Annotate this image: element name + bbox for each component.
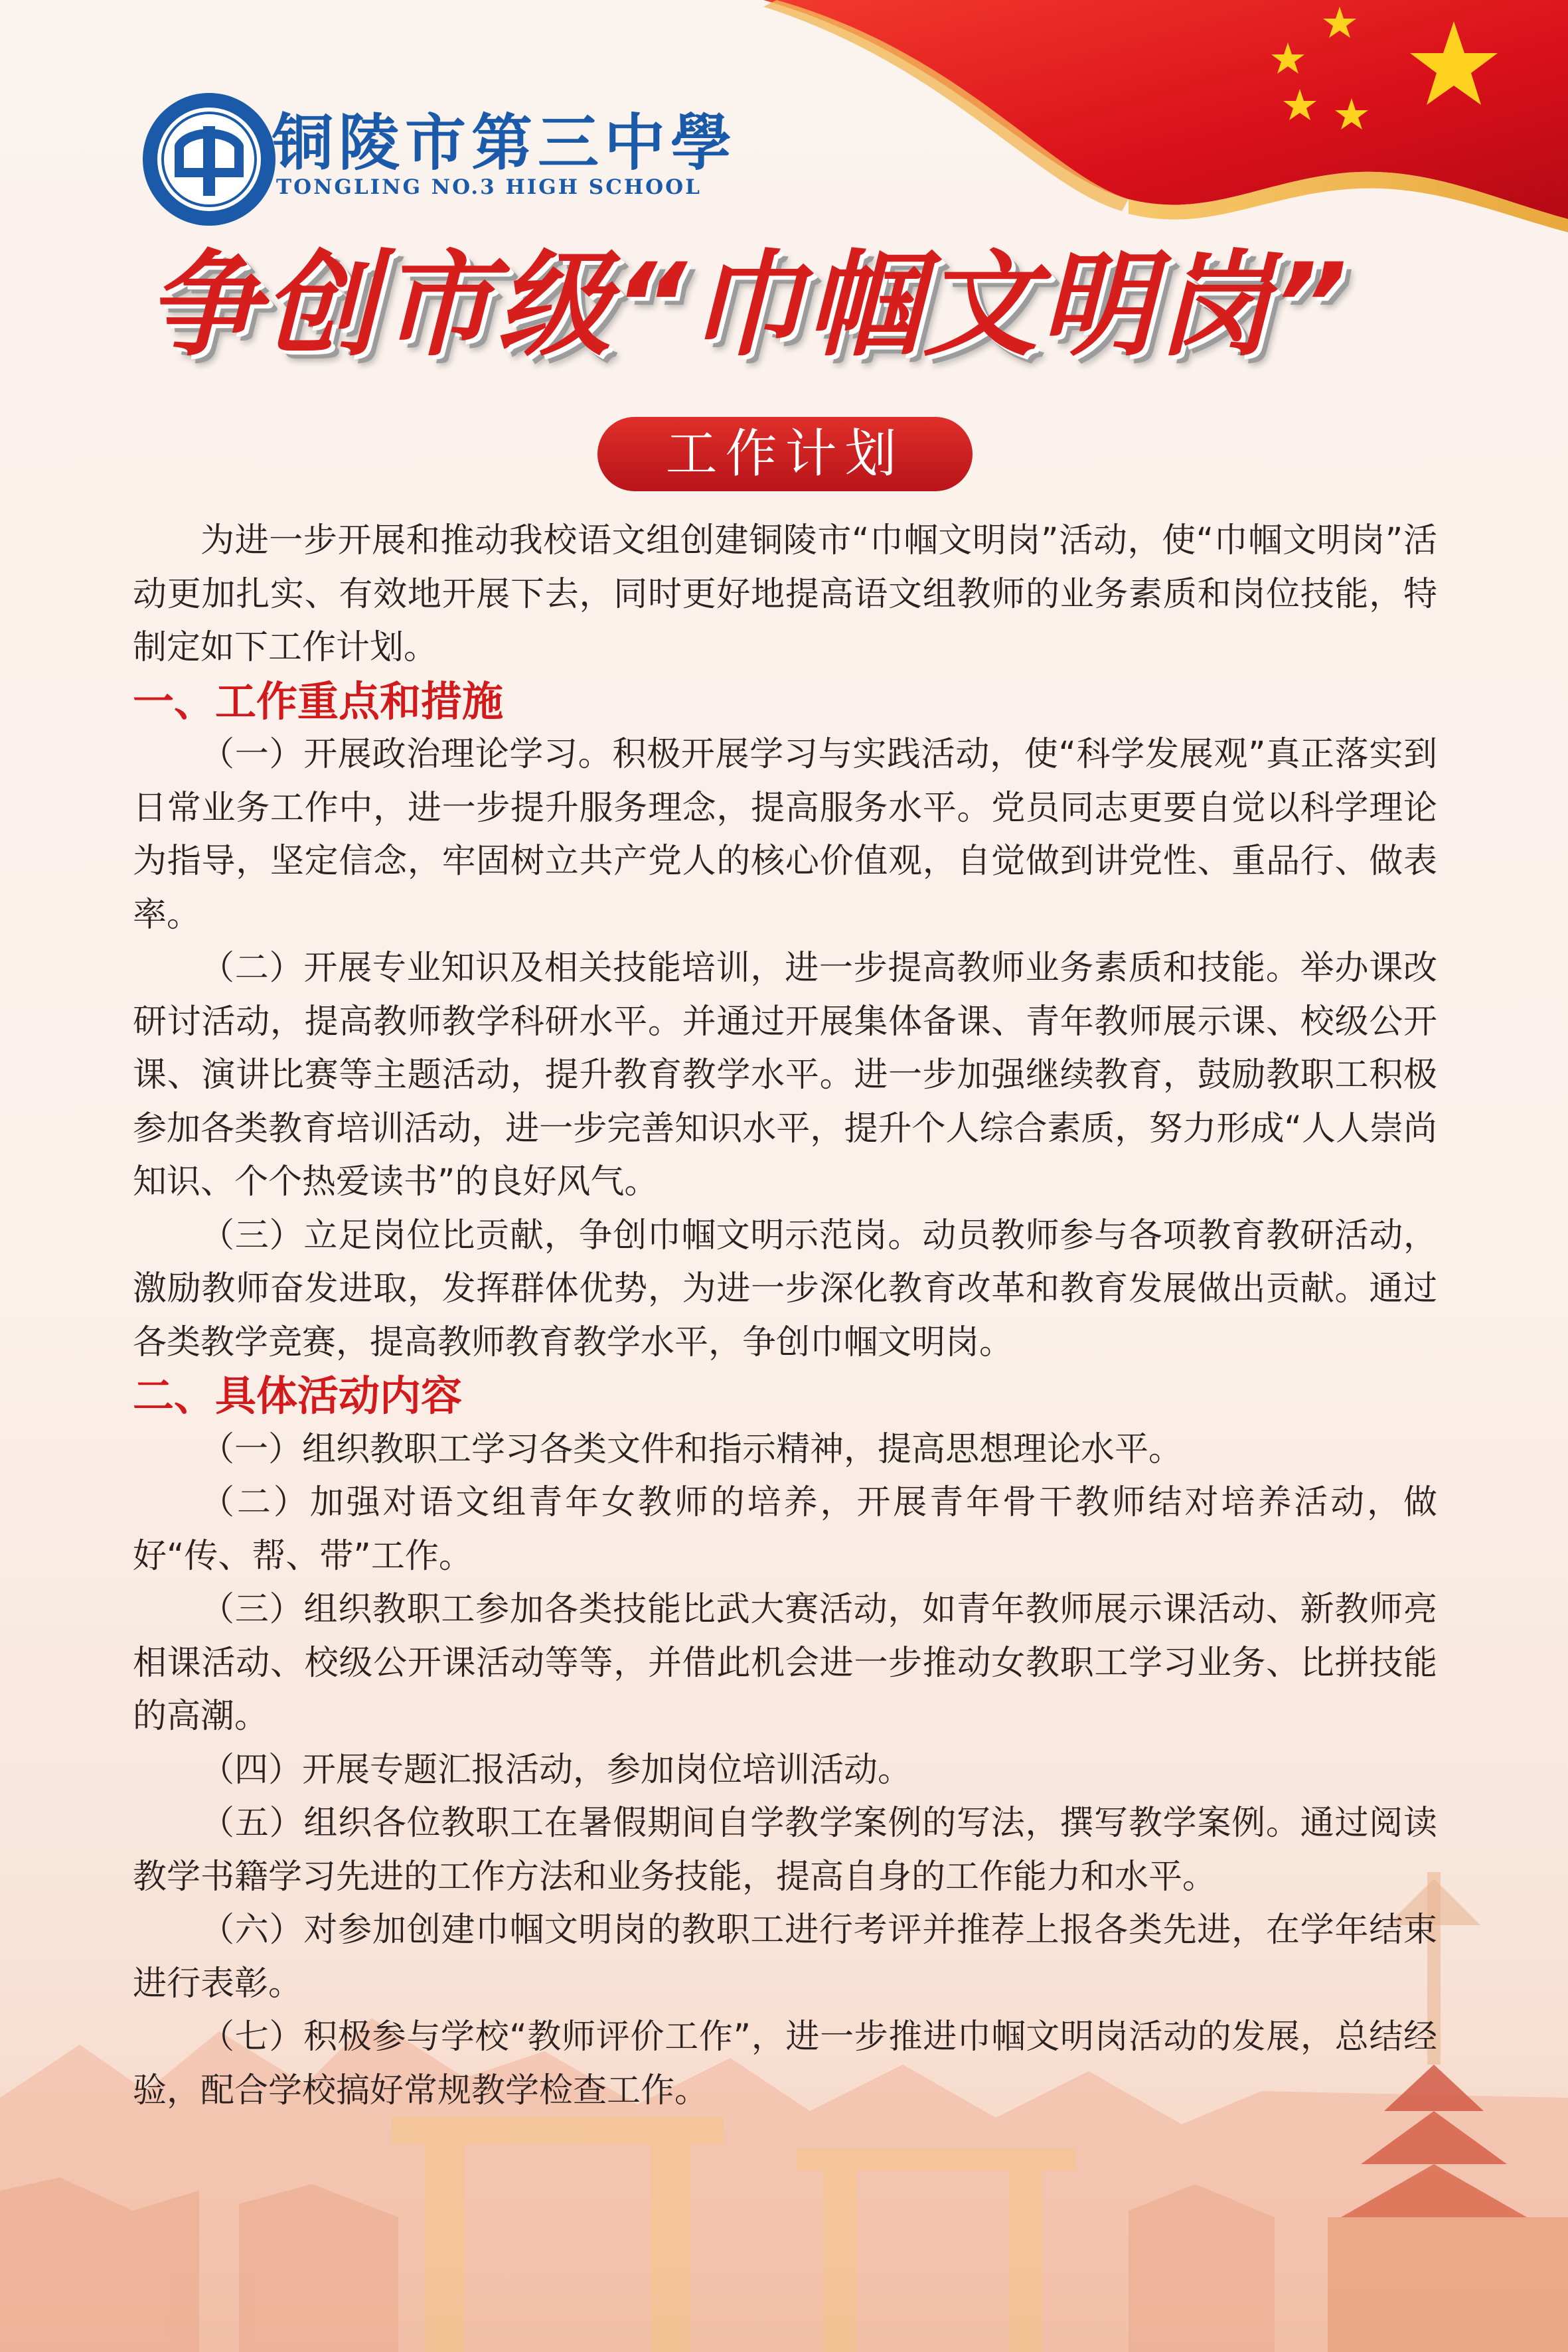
section-item: （二）开展专业知识及相关技能培训，进一步提高教师业务素质和技能。举办课改研讨活动，提高教师教学科研水平。并通过开展集体备课、青年教师展示课、校级公开课、演讲比赛等主题活动，提升教育教学水平。进一步加强继续教育，鼓励教职工积极参加各类教育培训活动，进一步完善知识水平，提升个人综合素质，努力形成“人人崇尚知识、个个热爱读书”的良好风气。: [133, 949, 1437, 1202]
section-item: （三）立足岗位比贡献，争创巾帼文明示范岗。动员教师参与各项教育教研活动，激励教师奋发进取，发挥群体优势，为进一步深化教育改革和教育发展做出贡献。通过各类教学竞赛，提高教师教育教学水平，争创巾帼文明岗。: [133, 1215, 1437, 1362]
school-logo: [139, 90, 279, 229]
section-heading: 一、工作重点和措施: [133, 676, 504, 726]
section-heading: 二、具体活动内容: [133, 1372, 463, 1420]
main-title: 争创市级“巾帼文明岗”: [146, 238, 1350, 372]
subtitle-pill: [597, 417, 973, 491]
section-item: （四）开展专题汇报活动，参加岗位培训活动。: [200, 1750, 912, 1790]
section-item: （七）积极参与学校“教师评价工作”，进一步推进巾帼文明岗活动的发展，总结经验，配合学校搞好常规教学检查工作。: [133, 2017, 1437, 2110]
subtitle: 工作计划: [665, 424, 905, 484]
section-item: （三）组织教职工参加各类技能比武大赛活动，如青年教师展示课活动、新教师亮相课活动、校级公开课活动等等，并借此机会进一步推动女教职工学习业务、比拼技能的高潮。: [133, 1590, 1437, 1736]
content: [133, 514, 1437, 2118]
flag-decoration: [763, 0, 1568, 232]
section-item: （一）开展政治理论学习。积极开展学习与实践活动，使“科学发展观”真正落实到日常业务工作中，进一步提升服务理念，提高服务水平。党员同志更要自觉以科学理论为指导，坚定信念，牢固树立共产党人的核心价值观，自觉做到讲党性、重品行、做表率。: [133, 735, 1437, 935]
section-item: （五）组织各位教职工在暑假期间自学教学案例的写法，撰写教学案例。通过阅读教学书籍学习先进的工作方法和业务技能，提高自身的工作能力和水平。: [133, 1804, 1437, 1897]
school-name-en: TONGLING NO.3 HIGH SCHOOL: [276, 175, 702, 199]
section-item: （一）组织教职工学习各类文件和指示精神，提高思想理论水平。: [200, 1429, 1183, 1469]
section-item: （二）加强对语文组青年女教师的培养，开展青年骨干教师结对培养活动，做好“传、帮、带”工作。: [133, 1483, 1437, 1576]
school-name-cn: 铜陵市第三中學: [272, 107, 738, 179]
intro-paragraph: 为进一步开展和推动我校语文组创建铜陵市“巾帼文明岗”活动，使“巾帼文明岗”活动更加扎实、有效地开展下去，同时更好地提高语文组教师的业务素质和岗位技能，特制定如下工作计划。: [133, 521, 1437, 667]
section-item: （六）对参加创建巾帼文明岗的教职工进行考评并推荐上报各类先进，在学年结束进行表彰。: [133, 1911, 1437, 2003]
